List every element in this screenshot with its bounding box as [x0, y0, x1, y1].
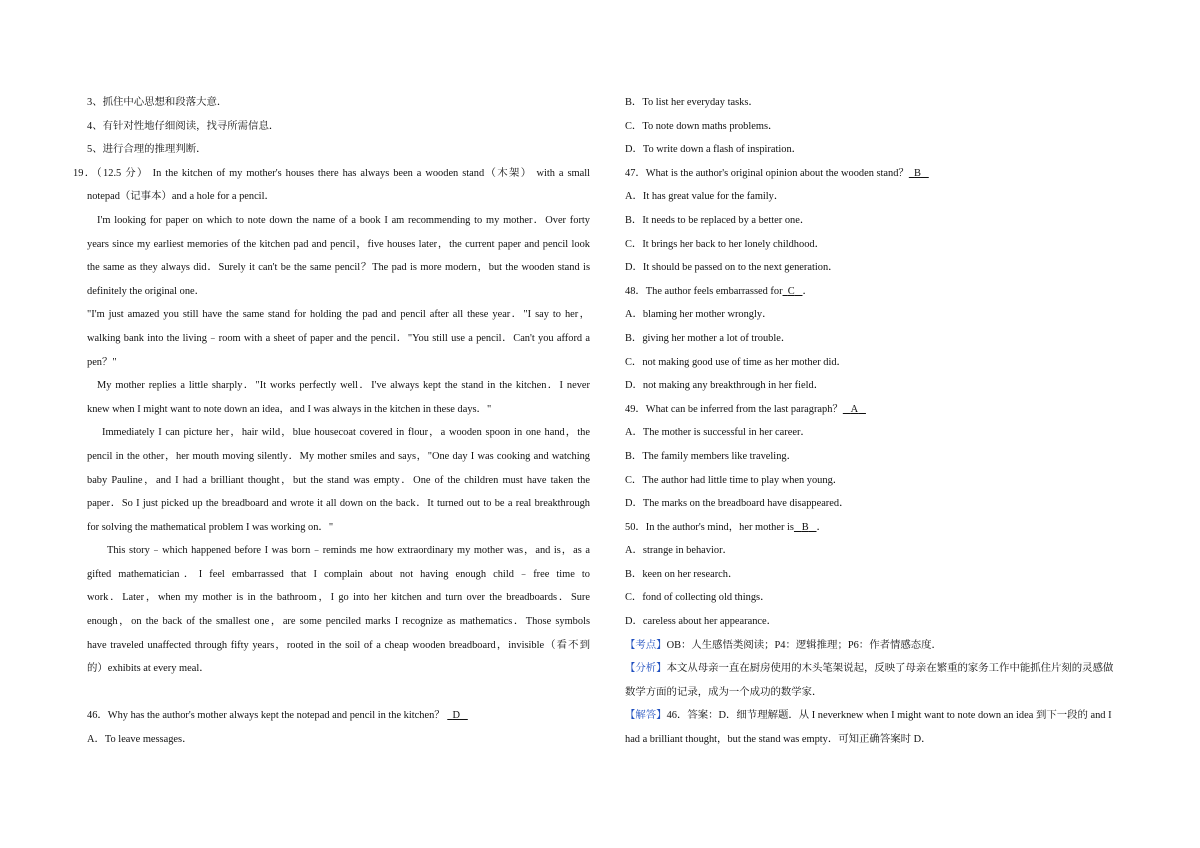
- question-49-answer: A: [850, 403, 859, 415]
- jieda-tag: 【解答】: [625, 710, 667, 722]
- option-48-c: C．not making good use of time as her mother did．: [625, 356, 847, 368]
- option-47-a: A．It has great value for the family．: [625, 191, 785, 203]
- option-49-d: D．The marks on the breadboard have disappeared．: [625, 498, 850, 510]
- option-46-c: C．To note down maths problems．: [625, 120, 779, 132]
- option-48-a: A．blaming her mother wrongly．: [625, 309, 773, 321]
- question-46: [87, 704, 590, 728]
- passage-line: knew when I might want to note down an idea，and I was always in the kitchen in these days．": [87, 403, 492, 415]
- fenxi-row: [625, 657, 1128, 681]
- left-column: [73, 91, 590, 752]
- passage-line: "I'm just amazed you still have the same stand for holding the pad and pencil after all these year．"I say to her，: [87, 309, 590, 321]
- passage-line: work．Later，when my mother is in the bathroom，I go into her kitchen and turn over the breadboards．Sure: [87, 592, 590, 604]
- passage-line: enough，on the back of the smallest one，are some penciled marks I recognize as mathematics．Those symbols: [87, 616, 590, 628]
- passage-line: My mother replies a little sharply．"It works perfectly well．I've always kept the stand in the kitchen．I never: [97, 380, 590, 392]
- right-column: [625, 91, 1128, 752]
- passage-line: gifted mathematician．I feel embarrassed that I complain about not having enough child﹣free time to: [87, 568, 590, 580]
- spacer: [87, 681, 590, 705]
- passage-line: This story﹣which happened before I was born﹣reminds me how extraordinary my mother was，and is，as a: [107, 545, 590, 557]
- passage-line: 的）exhibits at every meal．: [87, 663, 210, 675]
- option-50-c: C．fond of collecting old things．: [625, 592, 771, 604]
- question-50: 50．In the author's mind，her mother is B ．: [625, 521, 827, 533]
- passage-line: baby Pauline，and I had a brilliant thought，but the stand was empty．One of the children must have taken the: [87, 474, 590, 486]
- kaodian-text: OB：人生感悟类阅读；P4：逻辑推理；P6：作者情感态度．: [666, 639, 942, 651]
- option-46-a: A．To leave messages．: [87, 734, 193, 746]
- question-47: [625, 162, 1128, 186]
- strategy-line-3: 3、抓住中心思想和段落大意．: [87, 97, 228, 108]
- option-47-c: C．It brings her back to her lonely childhood．: [625, 238, 825, 250]
- option-46-d: D．To write down a flash of inspiration．: [625, 144, 803, 156]
- option-50-a: A．strange in behavior．: [625, 545, 733, 557]
- option-48-d: D．not making any breakthrough in her field．: [625, 380, 825, 392]
- passage-line: paper．So I just picked up the breadboard and wrote it all down on the back．It turned out to be a real breakthrough: [87, 498, 590, 510]
- passage-line: pen？": [87, 356, 117, 368]
- passage-line: for solving the mathematical problem I was working on．": [87, 521, 334, 533]
- option-50-d: D．careless about her appearance．: [625, 616, 778, 628]
- fenxi-tag: 【分析】: [625, 663, 667, 675]
- passage-line: Immediately I can picture her，hair wild，blue housecoat covered in flour，a wooden spoon in one hand，the: [102, 427, 590, 439]
- option-47-d: D．It should be passed on to the next generation．: [625, 262, 839, 274]
- question-50-text: 50．In the author's mind，her mother is: [625, 521, 794, 533]
- question-47-answer: B: [914, 167, 921, 179]
- option-49-c: C．The author had little time to play when young．: [625, 474, 844, 486]
- fenxi-text: 本文从母亲一直在厨房使用的木头笔架说起，反映了母亲在繁重的家务工作中能抓住片刻的灵感做: [666, 663, 1114, 675]
- question-49-text: 49．What can be inferred from the last paragraph？: [625, 403, 843, 415]
- passage-line: years since my earliest memories of the kitchen pad and pencil，five houses later，the current paper and pencil look: [87, 238, 590, 250]
- passage-line: notepad（记事本）and a hole for a pencil．: [87, 191, 275, 203]
- jieda-continued: had a brilliant thought，but the stand was empty．可知正确答案时 D．: [625, 734, 932, 746]
- strategy-line-5: 5、进行合理的推理判断．: [87, 144, 207, 156]
- question-47-text: 47．What is the author's original opinion about the wooden stand？: [625, 167, 909, 179]
- passage-line: definitely the original one．: [87, 285, 206, 297]
- question-48: 48．The author feels embarrassed for C ．: [625, 285, 813, 297]
- passage-line: pencil in the other，her mouth moving silently．My mother smiles and says，"One day I was cooking and watching: [87, 450, 590, 462]
- option-50-b: B．keen on her research．: [625, 568, 739, 580]
- jieda-text: 46．答案：D．细节理解题．从 I neverknew when I might want to note down an idea 到下一段的 and I: [666, 710, 1112, 722]
- fenxi-continued: 数学方面的记录，成为一个成功的数学家．: [625, 686, 823, 698]
- kaodian-row: [625, 634, 1128, 658]
- question-49: [625, 398, 1128, 422]
- passage-line: walking bank into the living﹣room with a sheet of paper and the pencil．"You still use a pencil．Can't you afford a: [87, 332, 590, 344]
- option-46-b: B．To list her everyday tasks．: [625, 97, 759, 108]
- option-47-b: B．It needs to be replaced by a better one．: [625, 214, 811, 226]
- strategy-line-4: 4、有针对性地仔细阅读，找寻所需信息．: [87, 120, 280, 132]
- option-48-b: B．giving her mother a lot of trouble．: [625, 332, 792, 344]
- question-19-header: 19．（12.5 分） In the kitchen of my mother's houses there has always been a wooden stand（木架） with a small: [73, 167, 590, 179]
- question-48-answer: C: [787, 285, 795, 297]
- passage-line: the same as they always did．Surely it can't be the same pencil？The pad is more modern，but the wooden stand is: [87, 262, 590, 274]
- option-49-b: B．The family members like traveling．: [625, 450, 797, 462]
- option-49-a: A．The mother is successful in her career．: [625, 427, 811, 439]
- question-48-text: 48．The author feels embarrassed for: [625, 285, 783, 297]
- question-46-answer: D: [452, 710, 460, 722]
- passage-line: I'm looking for paper on which to note down the name of a book I am recommending to my mother．Over forty: [97, 214, 590, 226]
- jieda-row: [625, 704, 1128, 728]
- question-46-text: 46．Why has the author's mother always kept the notepad and pencil in the kitchen？: [87, 710, 445, 722]
- kaodian-tag: 【考点】: [625, 639, 667, 651]
- question-50-answer: B: [801, 521, 809, 533]
- passage-line: have traveled unaffected through fifty years，rooted in the soil of a cheap wooden breadboard，invisible（看不到: [87, 639, 590, 651]
